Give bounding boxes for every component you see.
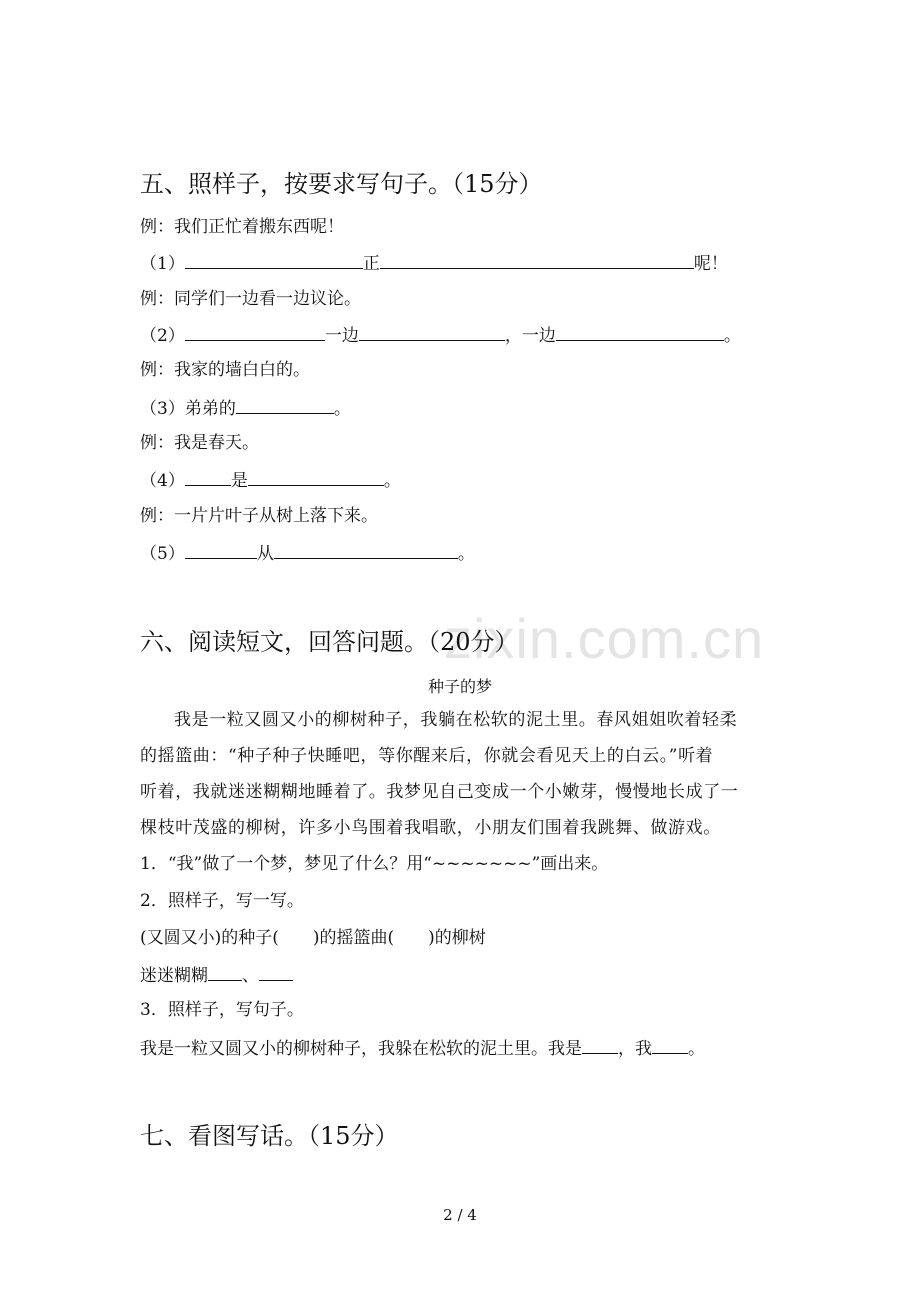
q-number: （2） <box>140 326 185 346</box>
q-text: 一边 <box>324 326 359 346</box>
answer-blank[interactable] <box>185 250 363 269</box>
q-number: （1） <box>140 254 185 274</box>
answer-blank[interactable] <box>259 962 293 981</box>
answer-blank[interactable] <box>248 467 384 486</box>
q-text: 。 <box>457 544 475 564</box>
section-6-heading: 六、阅读短文，回答问题。（20分） <box>140 628 519 656</box>
q-text: （3）弟弟的 <box>140 399 236 419</box>
q-text: 。 <box>383 471 401 491</box>
question-1 <box>140 250 728 276</box>
q-text: 。 <box>688 1039 705 1059</box>
q-text: 是 <box>230 471 248 491</box>
example-4: 例：我是春天。 <box>140 433 259 453</box>
answer-blank[interactable] <box>185 467 231 486</box>
answer-blank[interactable] <box>185 540 257 559</box>
answer-blank[interactable] <box>380 250 694 269</box>
reading-question-2-blanks <box>140 962 293 988</box>
answer-blank[interactable] <box>236 395 334 414</box>
passage-line: 棵枝叶茂盛的柳树，许多小鸟围着我唱歌，小朋友们围着我跳舞、做游戏。 <box>140 818 721 838</box>
question-2 <box>140 322 741 348</box>
q-text: 。 <box>723 326 741 346</box>
q-number: （5） <box>140 544 185 564</box>
example-3: 例：我家的墙白白的。 <box>140 360 310 380</box>
passage-text: 我是一粒又圆又小的柳树种子，我躺在松软的泥土里。春风姐姐吹着轻柔 <box>174 710 738 730</box>
answer-blank[interactable] <box>274 540 458 559</box>
question-4 <box>140 467 401 493</box>
reading-question-1: 1．“我”做了一个梦，梦见了什么？用“~~~~~~~”画出来。 <box>140 854 609 874</box>
q-text: ，一边 <box>504 326 556 346</box>
example-1: 例：我们正忙着搬东西呢！ <box>140 217 344 237</box>
passage-title: 种子的梦 <box>427 677 492 696</box>
passage <box>140 702 780 846</box>
answer-blank[interactable] <box>185 322 325 341</box>
page-number: 2 / 4 <box>443 1206 477 1224</box>
reading-question-3-sentence <box>140 1035 705 1061</box>
reading-question-2: 2．照样子，写一写。 <box>140 891 304 911</box>
section-5-heading: 五、照样子，按要求写句子。（15分） <box>140 170 543 198</box>
answer-blank[interactable] <box>652 1035 688 1054</box>
q-text: 迷迷糊糊 <box>140 966 208 986</box>
passage-line: 的摇篮曲：“种子种子快睡吧，等你醒来后，你就会看见天上的白云。”听着 <box>140 746 714 766</box>
q-number: （4） <box>140 471 185 491</box>
section-7-heading: 七、看图写话。（15分） <box>140 1122 399 1150</box>
q-text: 。 <box>333 399 351 419</box>
passage-line <box>140 702 780 738</box>
example-5: 例：一片片叶子从树上落下来。 <box>140 506 378 526</box>
answer-blank[interactable] <box>359 322 505 341</box>
q-text: 、 <box>242 966 259 986</box>
example-2: 例：同学们一边看一边议论。 <box>140 289 361 309</box>
q-text: 正 <box>362 254 380 274</box>
passage-line: 听着，我就迷迷糊糊地睡着了。我梦见自己变成一个小嫩芽，慢慢地长成了一 <box>140 782 739 802</box>
answer-blank[interactable] <box>208 962 242 981</box>
reading-question-3: 3．照样子，写句子。 <box>140 1000 304 1020</box>
q-text: ，我 <box>618 1039 652 1059</box>
question-5 <box>140 540 475 566</box>
q-text: 我是一粒又圆又小的柳树种子，我躲在松软的泥土里。我是 <box>140 1039 582 1059</box>
question-3 <box>140 395 351 421</box>
watermark: zixin.com.cn <box>444 607 765 670</box>
answer-blank[interactable] <box>556 322 724 341</box>
q-text: 从 <box>256 544 274 564</box>
reading-question-2-example: (又圆又小)的种子( )的摇篮曲( )的柳树 <box>140 928 486 948</box>
q-text: 呢！ <box>693 254 728 274</box>
answer-blank[interactable] <box>582 1035 618 1054</box>
